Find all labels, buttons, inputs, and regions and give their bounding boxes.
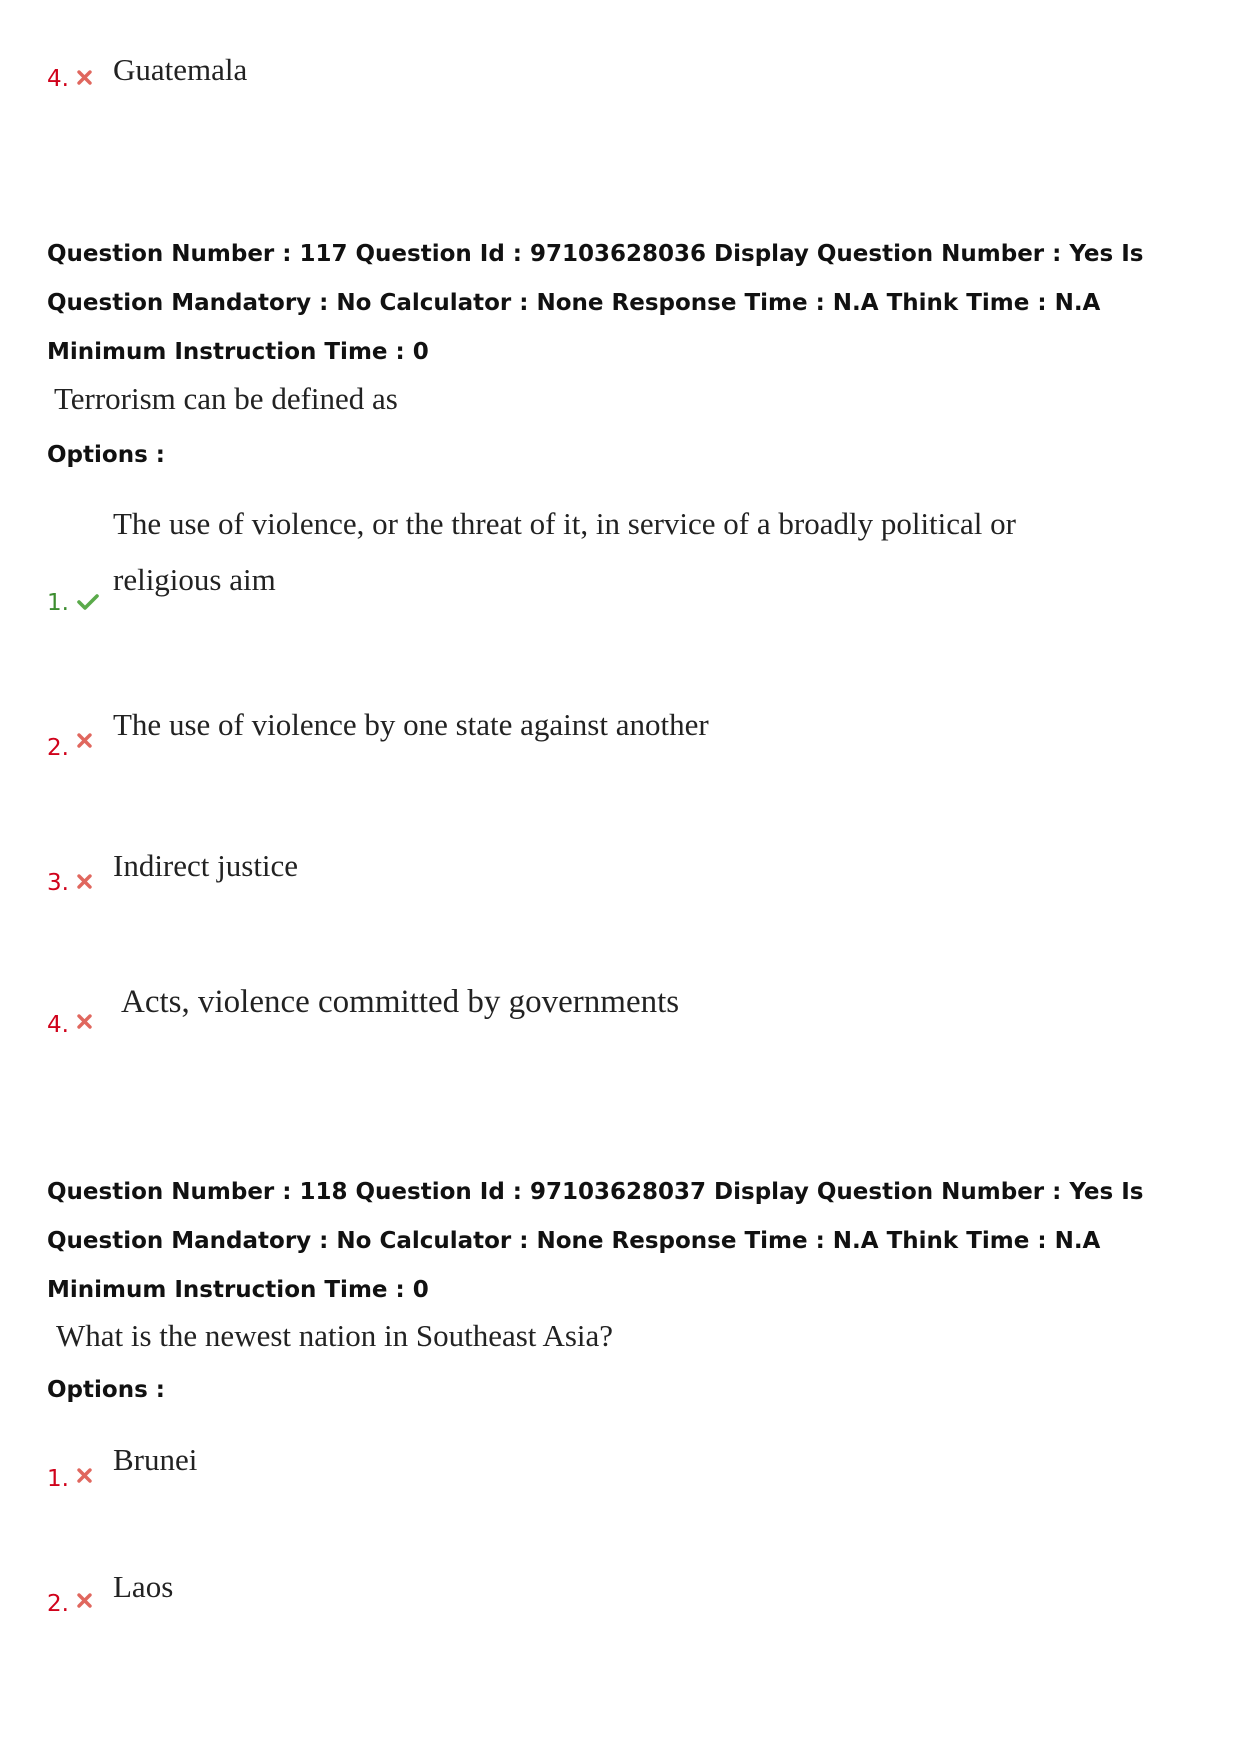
option-text: Acts, violence committed by governments	[121, 984, 680, 1020]
option-number: 1.	[47, 1466, 69, 1492]
options-label: Options :	[47, 1377, 165, 1403]
options-label: Options :	[47, 442, 165, 468]
cross-icon	[77, 733, 92, 748]
option-number: 2.	[47, 735, 69, 761]
option-text: Brunei	[113, 1442, 198, 1477]
option-number: 4.	[47, 1012, 69, 1038]
question-meta: Question Number : 118 Question Id : 97103628037 Display Question Number : Yes Is Question Mandatory : No Calculator : None Response Time : N.A Think Time : N.A Minimum Instruction Time : 0	[47, 1179, 1144, 1303]
cross-icon	[77, 1014, 92, 1029]
question-text: What is the newest nation in Southeast Asia?	[56, 1318, 614, 1353]
option-text: Laos	[113, 1569, 174, 1604]
question-text: Terrorism can be defined as	[54, 381, 398, 416]
cross-icon	[77, 1468, 92, 1483]
option-text: Guatemala	[113, 52, 248, 87]
option-text: The use of violence by one state against another	[113, 707, 709, 742]
option-number: 3.	[47, 870, 69, 896]
option-text: Indirect justice	[113, 848, 299, 883]
option-number: 1.	[47, 590, 69, 616]
cross-icon	[77, 70, 92, 85]
check-icon	[77, 593, 99, 611]
cross-icon	[77, 874, 92, 889]
option-text-line-1: The use of violence, or the threat of it, in service of a broadly political or	[113, 506, 1016, 541]
option-number: 2.	[47, 1591, 69, 1617]
option-number: 4.	[47, 66, 69, 92]
question-meta: Question Number : 117 Question Id : 97103628036 Display Question Number : Yes Is Question Mandatory : No Calculator : None Response Time : N.A Think Time : N.A Minimum Instruction Time : 0	[47, 241, 1144, 365]
option-text-line-2: religious aim	[113, 562, 276, 597]
cross-icon	[77, 1593, 92, 1608]
